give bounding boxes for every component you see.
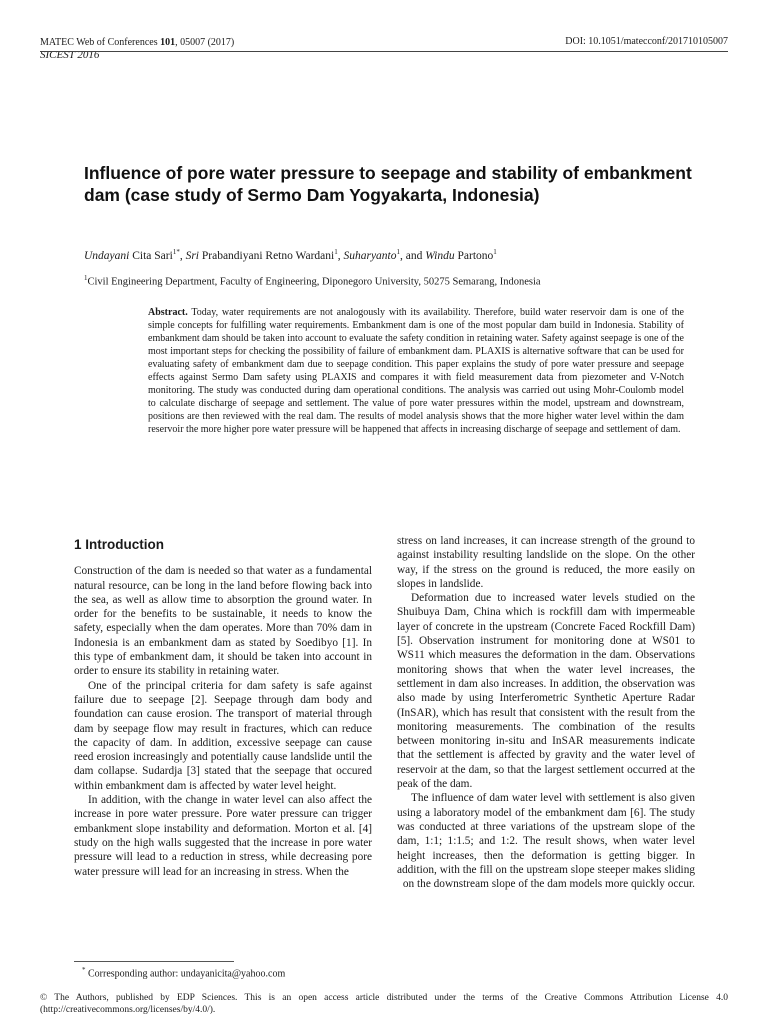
paragraph: stress on land increases, it can increase strength of the ground to against instability resulting landslide on the slope. On the other way, if the stress on the ground is reduced, the more easily on slopes in landslide.	[397, 535, 695, 590]
footnote	[82, 966, 285, 979]
left-column	[74, 530, 372, 879]
journal-volume: 101	[160, 37, 176, 48]
section-heading: 1 Introduction	[74, 537, 164, 552]
author-list: Undayani Cita Sari$^{1*}$, Sri Prabandiyani Retno Wardani$^1$, Suharyanto$^1$, and Windu Partono$^1$	[84, 248, 497, 262]
author-first: Sri	[185, 249, 199, 262]
paper-title: Influence of pore water pressure to seepage and stability of embankment dam (case study of Sermo Dam Yogyakarta, Indonesia)	[84, 163, 692, 205]
journal-citation	[40, 36, 234, 49]
header-rule	[40, 51, 728, 52]
author-last: Prabandiyani Retno Wardani	[198, 249, 335, 262]
paragraph: One of the principal criteria for dam safety is safe against failure due to seepage [2]. Seepage through dam body and foundation can cause erosion. The transport of material through dam by seepage flow may result in fractures, which can reduce the capacity of dam. In addition, excessive seepage can cause reed erosion increasingly and potentially cause landslide until the dam collapse. Sudardja [3] stated that the seepage that occured within embankment dam is affected by water level height.	[74, 679, 372, 792]
paragraph: Construction of the dam is needed so that water as a fundamental natural resource, can be long in the land before flowing back into the sea, as well as allow time to absorption the ground water. In order for the benefits to be sustainable, it needs to know the safety, especially when the dam operates. More than 70% dam in Indonesia is an embankment dam as stated by Soedibyo [1]. In this type of embankment dam, it should be taken into account in order to ensure its stability in retaining water.	[74, 565, 372, 678]
footnote-rule	[74, 961, 234, 962]
paragraph: Deformation due to increased water levels studied on the Shuibuya Dam, China which is rockfill dam with impermeable layer of concrete in the upstream (Concrete Faced Rockfill Dam) [5]. Observation instrument for monitoring done at WS01 to WS11 which measures the deformation in the dam. Observations monitoring shows that when the water level increases, the settlement in dam also increases. In addition, the observation was also made by using Interferometric Synthetic Aperture Radar (InSAR), which has result that consistent with the result from the monitoring measurements. The combination of the results between monitoring in-situ and InSAR measurements indicate that the settlement is affected by gravity and the water level of reservoir at the dam, so that the largest settlement occurred at the peak of the dam.	[397, 592, 695, 791]
affiliation	[84, 274, 541, 288]
footnote-text: Corresponding author: undayanicita@yahoo.com	[88, 968, 286, 980]
doi[interactable]: DOI: 10.1051/matecconf/201710105007	[565, 36, 728, 47]
affiliation-text: Civil Engineering Department, Faculty of Engineering, Diponegoro University, 50275 Semarang, Indonesia	[87, 276, 541, 288]
journal-name: MATEC Web of Conferences	[40, 37, 158, 48]
right-column	[397, 534, 695, 891]
paragraph: In addition, with the change in water level can also affect the increase in pore water pressure. Pore water pressure can trigger embankment slope instability and deformation. Morton et al. [4] study on the high walls suggested that the increase in pore water pressure will lead to a reduction in stress, while decreasing pore water pressure will lead for an increasing in stress. When the	[74, 794, 372, 878]
author-affil-mark: 1*	[172, 248, 180, 256]
author-first: Suharyanto	[343, 249, 397, 262]
license-notice: © The Authors, published by EDP Sciences. This is an open access article distributed under the terms of the Creative Commons Attribution License 4.0 (http://creativecommons.org/licenses/by/4.0/).	[40, 993, 728, 1015]
author-first: Undayani	[84, 249, 130, 262]
conference-name: SICEST 2016	[40, 49, 100, 61]
author-first: Windu	[425, 249, 455, 262]
author-affil-mark: 1	[396, 248, 400, 256]
author-last: Cita Sari	[129, 249, 173, 262]
abstract	[148, 306, 684, 436]
author-affil-mark: 1	[334, 248, 338, 256]
author-affil-mark: 1	[493, 248, 497, 256]
paragraph: The influence of dam water level with settlement is also given using a laboratory model of the embankment dam [6]. The study was conducted at three variations of the upstream slope of the dam, 1:1; 1:1.5; and 1:2. The result shows, when water level height increases, then the deformation is getting bigger. In addition, with the fill on the upstream slope steeper makes sliding on the downstream slope of the dam models more quickly occur.	[397, 792, 695, 891]
affiliation-mark: 1	[84, 274, 88, 282]
abstract-text: Today, water requirements are not analogously with its availability. Therefore, build water reservoir dam is one of the simple concepts for fulfilling water requirements. Embankment dam is one of the most popular dam build in Indonesia. Stability of embankment dam should be taken into account to evaluate the safety condition in retaining water. Safety against seepage is one of the most important steps for checking the possibility of failure of embankment dam. PLAXIS is alternative software that can be used for evaluating safety of embankment dam due to seepage condition. This paper explains the study of pore water pressure and seepage effects against Sermo Dam safety using PLAXIS and compares it with field measurement data from piezometer and V-Notch monitoring. The study was conducted during dam operational conditions. The analysis was carried out using Mohr-Coulomb model to calculate discharge of seepage and settlement. The value of pore water pressures within the model, upstream and downstream, positions are then reviewed with the real dam. The results of model analysis shows that the more higher water level within the dam reservoir the more higher pore water pressure will be happened that affects in increasing discharge of seepage and settlement of dam.	[148, 307, 684, 435]
running-header	[40, 36, 234, 62]
abstract-label: Abstract.	[148, 307, 188, 318]
article-info: , 05007 (2017)	[175, 37, 235, 48]
author-last: Partono	[454, 249, 494, 262]
footnote-mark: *	[82, 966, 86, 974]
